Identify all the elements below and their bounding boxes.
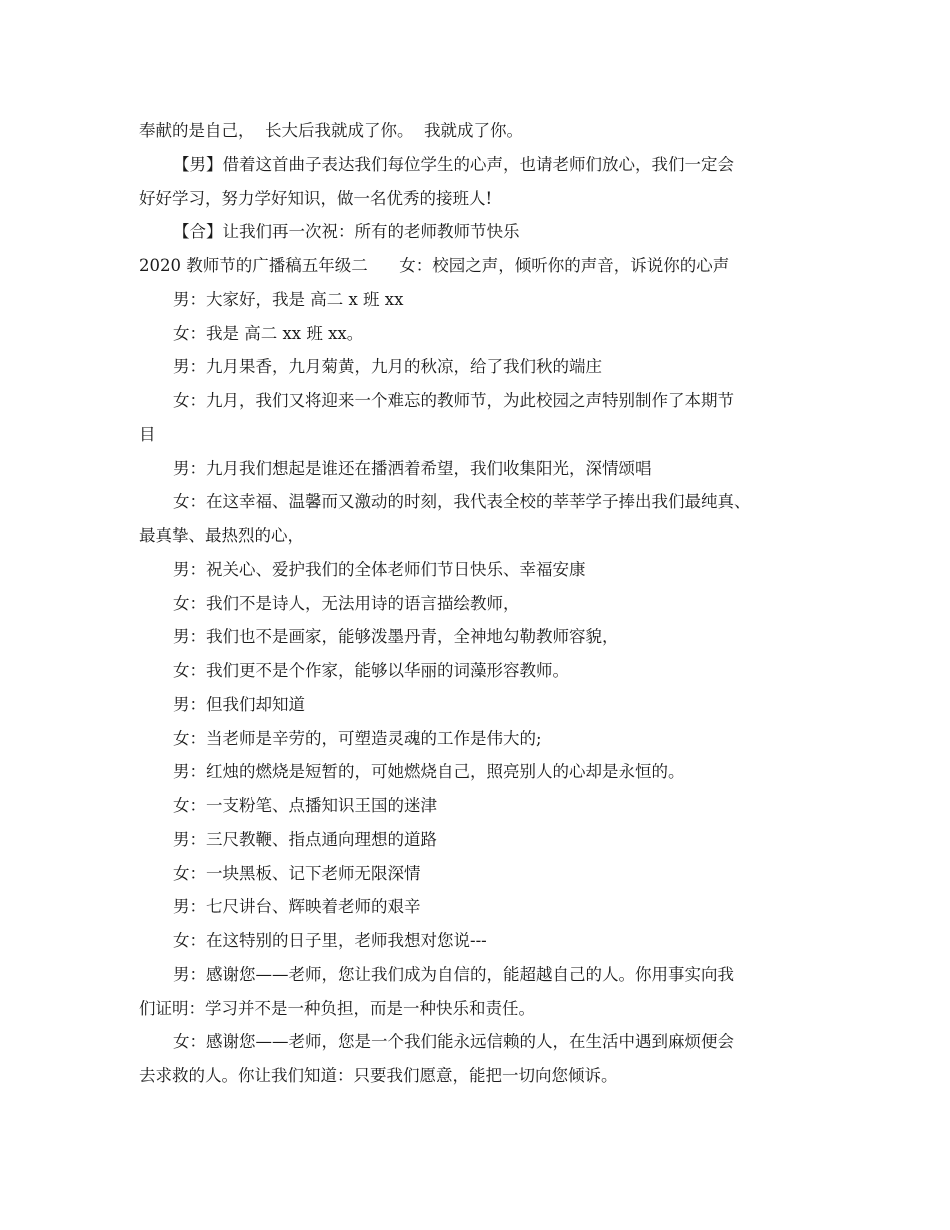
text-line: 好好学习，努力学好知识，做一名优秀的接班人! (139, 188, 493, 208)
text-line: 女：一支粉笔、点播知识王国的迷津 (173, 796, 437, 815)
text-line: 女：一块黑板、记下老师无限深情 (173, 863, 421, 883)
text-line: 女：在这幸福、温馨而又激动的时刻，我代表全校的莘莘学子捧出我们最纯真、 (173, 492, 751, 512)
text-line: 女：感谢您——老师，您是一个我们能永远信赖的人，在生活中遇到麻烦便会 (173, 1032, 734, 1052)
text-line: 男：但我们却知道 (173, 694, 305, 714)
text-line: 女：当老师是辛劳的，可塑造灵魂的工作是伟大的; (173, 728, 542, 748)
text-line: 2020 教师节的广播稿五年级二 女：校园之声，倾听你的声音，诉说你的心声 (139, 256, 730, 275)
text-line: 目 (139, 424, 156, 444)
text-line: 男：祝关心、爱护我们的全体老师们节日快乐、幸福安康 (173, 559, 586, 579)
text-line: 们证明：学习并不是一种负担，而是一种快乐和责任。 (139, 998, 535, 1018)
text-line: 男：七尺讲台、辉映着老师的艰辛 (173, 897, 421, 917)
text-line: 女：九月，我们又将迎来一个难忘的教师节，为此校园之声特别制作了本期节 (173, 391, 734, 410)
text-line: 男：九月我们想起是谁还在播洒着希望，我们收集阳光，深情颂唱 (173, 458, 652, 478)
text-line: 男：九月果香，九月菊黄，九月的秋凉，给了我们秋的端庄 (173, 357, 602, 377)
text-line: 男：三尺教鞭、指点通向理想的道路 (173, 829, 437, 849)
text-line: 男：感谢您——老师，您让我们成为自信的，能超越自己的人。你用事实向我 (173, 964, 734, 984)
text-line: 【合】让我们再一次祝：所有的老师教师节快乐 (173, 222, 520, 242)
document-body (139, 114, 829, 1093)
text-line: 去求救的人。你让我们知道：只要我们愿意，能把一切向您倾诉。 (139, 1066, 618, 1085)
text-line: 女：在这特别的日子里，老师我想对您说--- (173, 931, 487, 950)
text-line: 最真挚、最热烈的心， (139, 526, 304, 545)
text-line: 女：我们更不是个作家，能够以华丽的词藻形容教师。 (173, 661, 569, 680)
text-line: 女：我们不是诗人，无法用诗的语言描绘教师， (173, 593, 520, 613)
text-line: 男：大家好，我是 高二 x 班 xx (173, 289, 404, 309)
text-line: 女：我是 高二 xx 班 xx。 (173, 323, 364, 343)
text-line: 男：红烛的燃烧是短暂的，可她燃烧自己，照亮别人的心却是永恒的。 (173, 762, 685, 782)
text-line: 奉献的是自己， 长大后我就成了你。 我就成了你。 (139, 121, 523, 140)
text-line: 男：我们也不是画家，能够泼墨丹青，全神地勾勒教师容貌， (173, 627, 619, 647)
text-line: 【男】借着这首曲子表达我们每位学生的心声，也请老师们放心，我们一定会 (173, 154, 734, 174)
